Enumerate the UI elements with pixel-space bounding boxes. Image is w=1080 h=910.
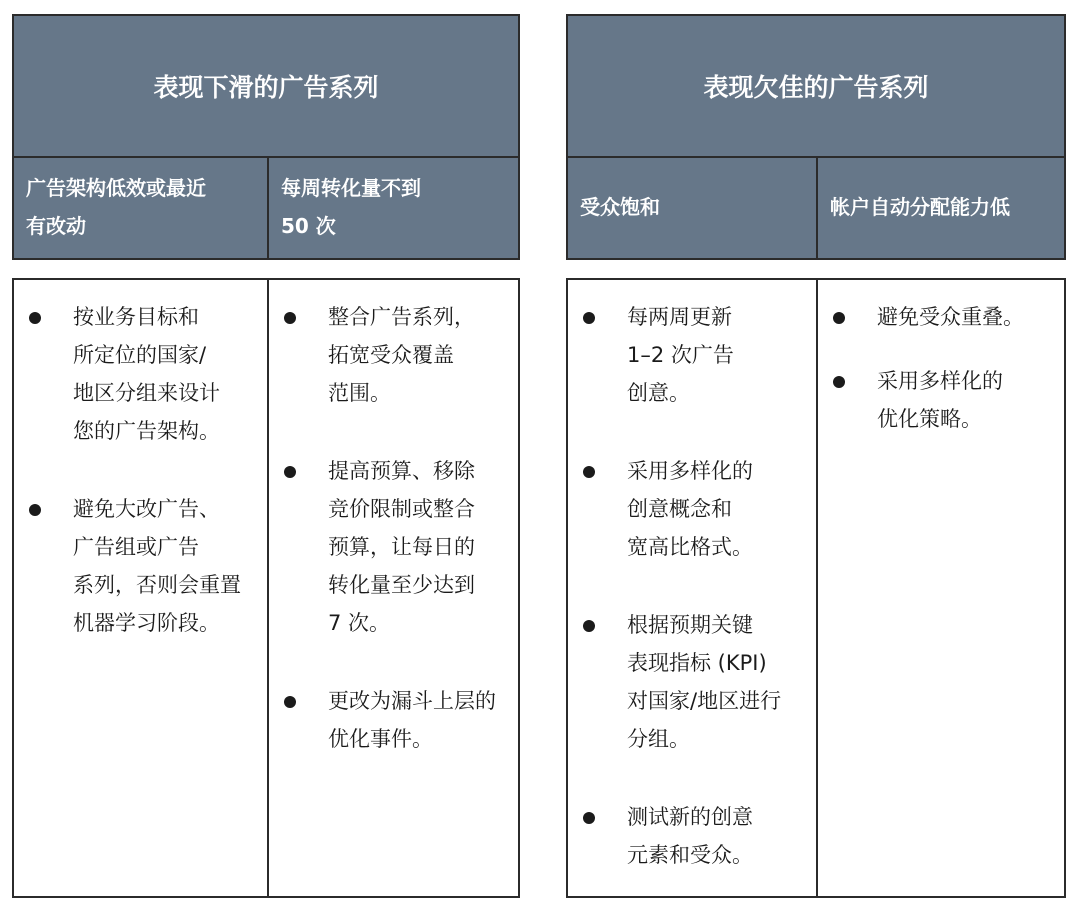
bullet-icon bbox=[583, 312, 595, 324]
bullet-icon bbox=[29, 504, 41, 516]
panel-header bbox=[12, 14, 520, 260]
bullet-icon bbox=[284, 696, 296, 708]
bullet-icon bbox=[833, 376, 845, 388]
bullet-icon bbox=[284, 466, 296, 478]
item-line: 优化事件。 bbox=[327, 727, 433, 751]
panel-title: 表现欠佳的广告系列 bbox=[568, 16, 1064, 158]
bullet-icon bbox=[583, 812, 595, 824]
subheader-cell bbox=[14, 156, 267, 258]
list-item bbox=[283, 452, 510, 642]
bullet-icon bbox=[583, 466, 595, 478]
item-line: 元素和受众。 bbox=[627, 843, 753, 867]
body-column bbox=[816, 280, 1064, 896]
item-line: 拓宽受众覆盖 bbox=[327, 343, 454, 367]
item-line: 优化策略。 bbox=[876, 407, 982, 431]
bullet-list bbox=[832, 298, 1056, 438]
item-line: 避免受众重叠。 bbox=[876, 305, 1024, 329]
item-line: 提高预算、移除 bbox=[327, 459, 475, 483]
body-column bbox=[14, 280, 267, 896]
body-column bbox=[568, 280, 816, 896]
subheader-line: 帐户自动分配能力低 bbox=[829, 195, 1010, 219]
list-item bbox=[832, 298, 1056, 336]
item-line: 您的广告架构。 bbox=[73, 419, 220, 443]
item-line: 广告组或广告 bbox=[73, 535, 199, 559]
list-item bbox=[582, 606, 808, 758]
item-line: 根据预期关键 bbox=[627, 613, 753, 637]
panel-declining-campaigns bbox=[12, 14, 520, 898]
item-line: 创意。 bbox=[627, 381, 690, 405]
subheader-cell bbox=[816, 156, 1064, 258]
item-line: 转化量至少达到 bbox=[327, 573, 475, 597]
panel-body bbox=[12, 278, 520, 898]
list-item bbox=[28, 490, 259, 642]
panel-header bbox=[566, 14, 1066, 260]
subheader-line: 有改动 bbox=[26, 214, 86, 238]
item-line: 系列，否则会重置 bbox=[73, 573, 241, 597]
item-line: 机器学习阶段。 bbox=[73, 611, 220, 635]
item-line: 预算，让每日的 bbox=[327, 535, 475, 559]
list-item bbox=[283, 298, 510, 412]
item-line: 范围。 bbox=[327, 381, 391, 405]
list-item bbox=[28, 298, 259, 450]
bullet-list bbox=[582, 298, 808, 874]
item-line: 测试新的创意 bbox=[627, 805, 753, 829]
bullet-list bbox=[283, 298, 510, 758]
bullet-icon bbox=[284, 312, 296, 324]
item-line: 竞价限制或整合 bbox=[327, 497, 475, 521]
item-line: 避免大改广告、 bbox=[73, 497, 220, 521]
item-line: 地区分组来设计 bbox=[73, 381, 220, 405]
subheader-cell bbox=[267, 156, 518, 258]
item-line: 创意概念和 bbox=[627, 497, 732, 521]
item-line: 采用多样化的 bbox=[627, 459, 753, 483]
list-item bbox=[582, 452, 808, 566]
item-line: 1–2 次广告 bbox=[627, 343, 734, 367]
panel-body bbox=[566, 278, 1066, 898]
item-line: 表现指标 (KPI) bbox=[627, 651, 767, 675]
subheader-line: 每周转化量不到 bbox=[280, 176, 421, 200]
item-line: 宽高比格式。 bbox=[627, 535, 753, 559]
subheader-line: 广告架构低效或最近 bbox=[26, 176, 206, 200]
subheader-row bbox=[14, 156, 518, 258]
bullet-icon bbox=[833, 312, 845, 324]
body-column bbox=[267, 280, 518, 896]
subheader-cell bbox=[568, 156, 816, 258]
subheader-row bbox=[568, 156, 1064, 258]
item-line: 7 次。 bbox=[327, 611, 391, 635]
item-line: 分组。 bbox=[627, 727, 690, 751]
item-line: 所定位的国家/ bbox=[73, 343, 207, 367]
item-line: 按业务目标和 bbox=[73, 305, 199, 329]
list-item bbox=[283, 682, 510, 758]
list-item bbox=[832, 362, 1056, 438]
bullet-icon bbox=[29, 312, 41, 324]
panel-underperforming-campaigns bbox=[566, 14, 1066, 898]
item-line: 对国家/地区进行 bbox=[627, 689, 782, 713]
list-item bbox=[582, 298, 808, 412]
subheader-line: 50 次 bbox=[280, 214, 336, 238]
subheader-line: 受众饱和 bbox=[580, 195, 660, 219]
item-line: 整合广告系列， bbox=[327, 305, 475, 329]
item-line: 采用多样化的 bbox=[876, 369, 1003, 393]
bullet-list bbox=[28, 298, 259, 642]
panel-title: 表现下滑的广告系列 bbox=[14, 16, 518, 158]
item-line: 每两周更新 bbox=[627, 305, 732, 329]
bullet-icon bbox=[583, 620, 595, 632]
list-item bbox=[582, 798, 808, 874]
item-line: 更改为漏斗上层的 bbox=[327, 689, 496, 713]
